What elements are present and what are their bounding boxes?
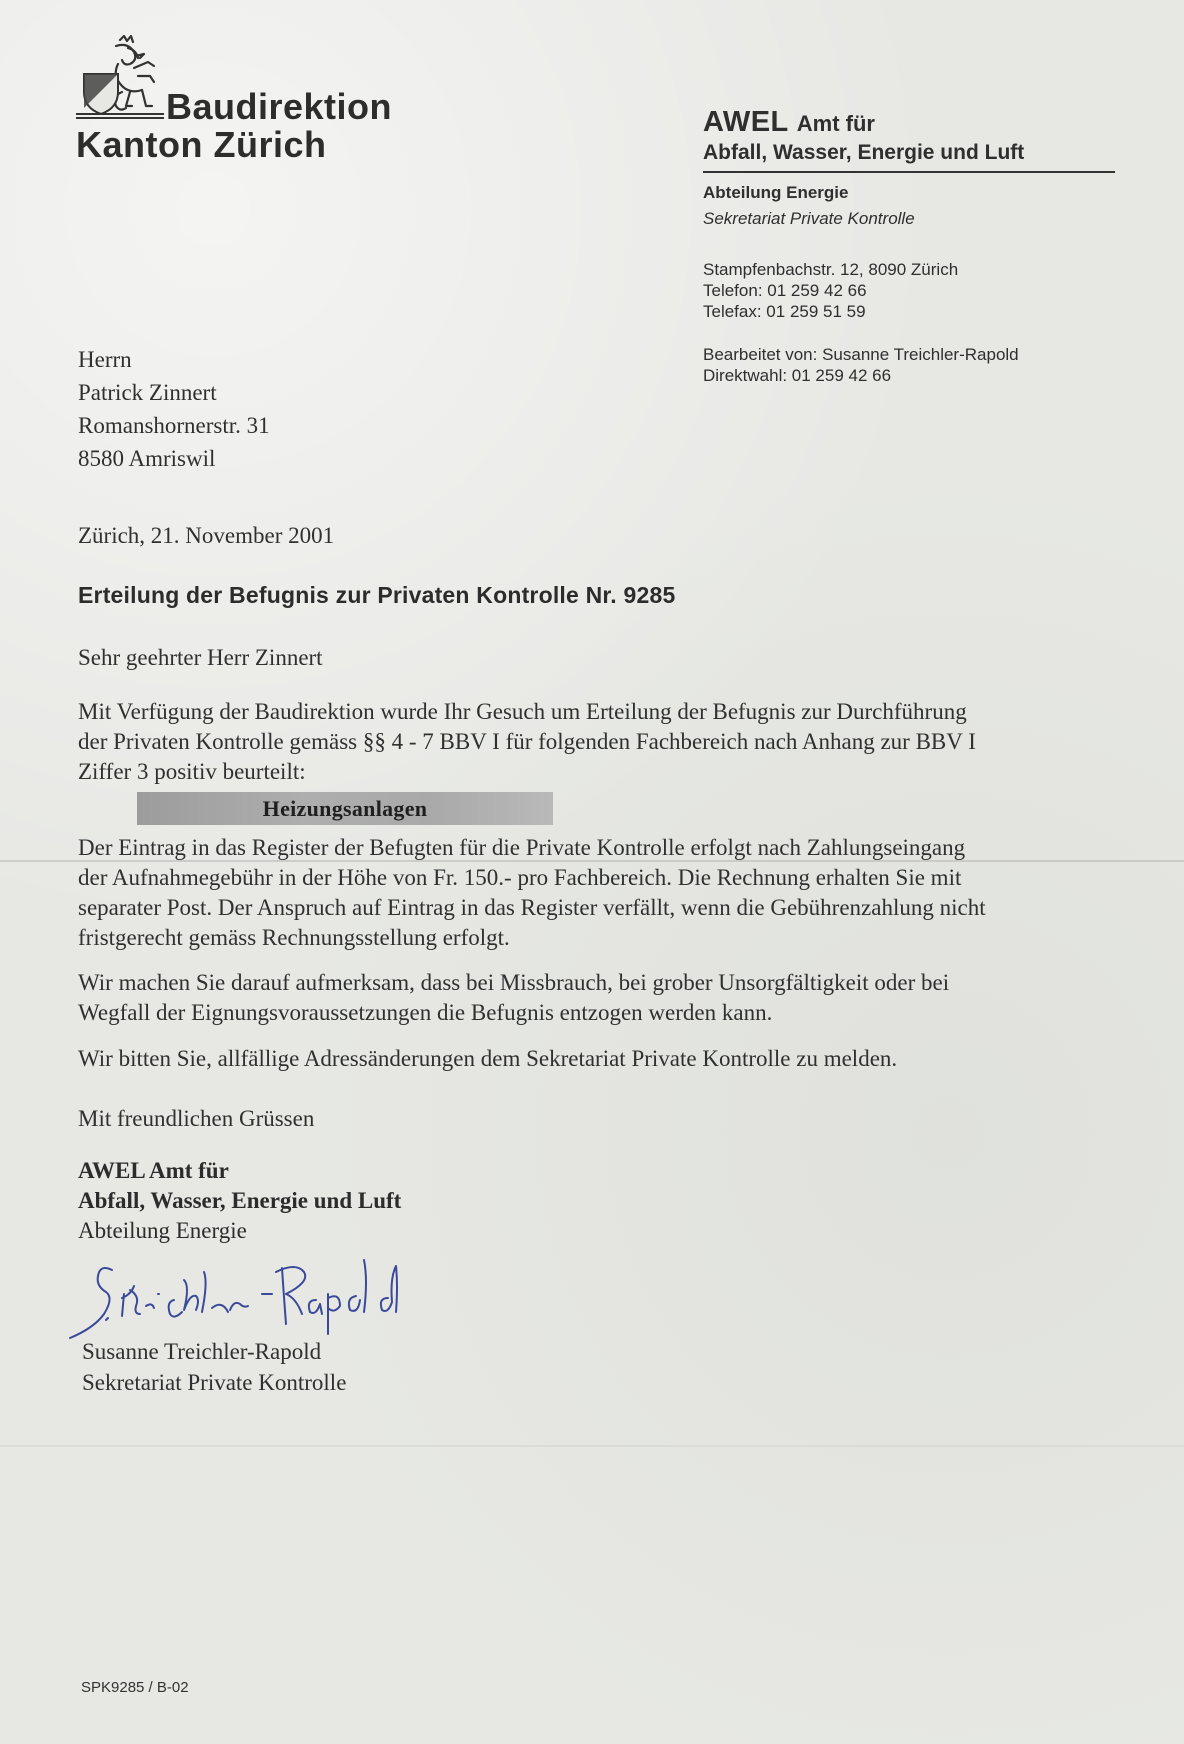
brand-line-1: Baudirektion: [166, 86, 393, 127]
office-abbreviation: AWEL: [703, 106, 789, 138]
letter-closing: Mit freundlichen Grüssen: [78, 1106, 315, 1131]
office-handler: [703, 344, 1115, 386]
signer-role: Sekretariat Private Kontrolle: [82, 1370, 347, 1395]
direct-dial: Direktwahl: 01 259 42 66: [703, 366, 892, 385]
signature-division: Abteilung Energie: [78, 1218, 247, 1243]
signature-org-line-1: AWEL Amt für: [78, 1158, 229, 1183]
office-contact: [703, 259, 1115, 322]
paragraph-line: der Aufnahmegebühr in der Höhe von Fr. 150.- pro Fachbereich. Die Rechnung erhalten Sie mit: [78, 865, 962, 890]
office-secretariat: Sekretariat Private Kontrolle: [703, 209, 915, 228]
office-division: Abteilung Energie: [703, 183, 849, 202]
signature-organization: [78, 1156, 401, 1246]
recipient-name: Patrick Zinnert: [78, 380, 217, 405]
paragraph-2: [78, 833, 1088, 953]
brand-line-2: Kanton Zürich: [76, 124, 327, 165]
letter-salutation: Sehr geehrter Herr Zinnert: [78, 645, 323, 670]
document-reference: SPK9285 / B-02: [81, 1679, 189, 1696]
paragraph-line: Ziffer 3 positiv beurteilt:: [78, 759, 306, 784]
recipient-address: [78, 343, 270, 475]
office-block: [703, 106, 1115, 386]
paragraph-line: separater Post. Der Anspruch auf Eintrag in das Register verfällt, wenn die Gebührenzahlung nicht: [78, 895, 986, 920]
office-phone: Telefon: 01 259 42 66: [703, 281, 867, 300]
paragraph-line: Wegfall der Eignungsvoraussetzungen die Befugnis entzogen werden kann.: [78, 1000, 773, 1025]
signature-org-line-2: Abfall, Wasser, Energie und Luft: [78, 1188, 402, 1213]
letter-subject: Erteilung der Befugnis zur Privaten Kontrolle Nr. 9285: [78, 582, 676, 608]
paragraph-3: [78, 968, 1088, 1028]
handwritten-signature: [66, 1250, 426, 1340]
recipient-title: Herrn: [78, 347, 132, 372]
office-heading: [703, 106, 1115, 139]
paragraph-line: der Privaten Kontrolle gemäss §§ 4 - 7 BBV I für folgenden Fachbereich nach Anhang zur BBV I: [78, 729, 976, 754]
office-fax: Telefax: 01 259 51 59: [703, 302, 866, 321]
paper-fold-line: [0, 1445, 1184, 1447]
recipient-city: 8580 Amriswil: [78, 446, 216, 471]
letterhead-brand: [76, 86, 393, 165]
paragraph-line: fristgerecht gemäss Rechnungsstellung erfolgt.: [78, 925, 510, 950]
signer-block: [82, 1336, 346, 1398]
signer-name: Susanne Treichler-Rapold: [82, 1339, 322, 1364]
paragraph-line: Mit Verfügung der Baudirektion wurde Ihr Gesuch um Erteilung der Befugnis zur Durchführung: [78, 699, 967, 724]
letter-date: Zürich, 21. November 2001: [78, 523, 335, 548]
paragraph-1: [78, 697, 1088, 787]
paragraph-line: Wir machen Sie darauf aufmerksam, dass bei Missbrauch, bei grober Unsorgfältigkeit oder bei: [78, 970, 950, 995]
authorized-field-highlight: Heizungsanlagen: [137, 792, 553, 825]
paragraph-line: Der Eintrag in das Register der Befugten für die Private Kontrolle erfolgt nach Zahlungseingang: [78, 835, 966, 860]
recipient-street: Romanshornerstr. 31: [78, 413, 270, 438]
office-street: Stampfenbachstr. 12, 8090 Zürich: [703, 260, 959, 279]
office-full-name: Abfall, Wasser, Energie und Luft: [703, 141, 1115, 173]
handled-by: Bearbeitet von: Susanne Treichler-Rapold: [703, 345, 1019, 364]
office-amt: Amt für: [796, 111, 875, 136]
paragraph-4: Wir bitten Sie, allfällige Adressänderungen dem Sekretariat Private Kontrolle zu melden.: [78, 1046, 898, 1071]
